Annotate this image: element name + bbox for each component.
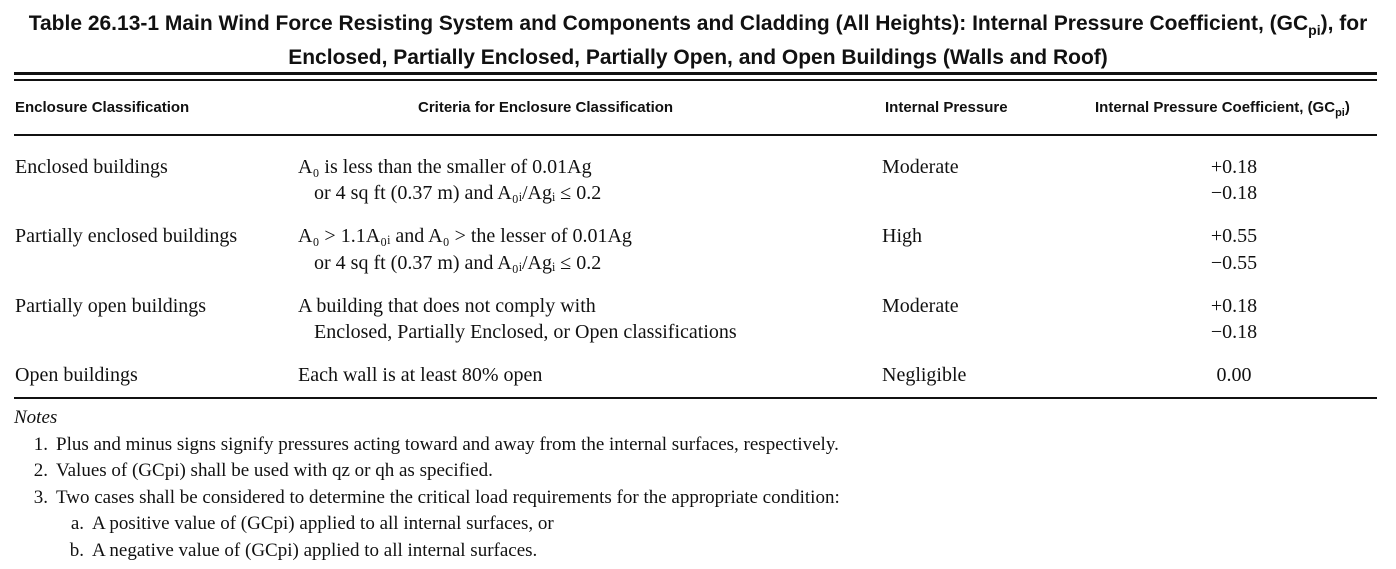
note-1: 1. Plus and minus signs signify pressures acting toward and away from the internal surfaces, respectively.	[33, 433, 839, 455]
row-2-criteria-2: or 4 sq ft (0.37 m) and A₀ᵢ/Agᵢ ≤ 0.2	[314, 252, 602, 274]
row-1-pressure: Moderate	[882, 156, 959, 178]
title-line-1: Table 26.13-1 Main Wind Force Resisting System and Components and Cladding (All Heights): Internal Pressure Coefficient, $(GC_{pi})$, for	[28, 12, 1368, 39]
header-pressure: Internal Pressure	[885, 99, 1008, 116]
row-3-criteria-1: A building that does not comply with	[298, 295, 596, 317]
header-rule	[14, 134, 1377, 136]
row-4-criteria-1: Each wall is at least 80% open	[298, 364, 543, 386]
row-4-classification: Open buildings	[15, 364, 138, 386]
row-2-coef-2: −0.55	[1210, 252, 1258, 274]
header-classification: Enclosure Classification	[15, 99, 190, 116]
notes-heading: Notes	[14, 407, 58, 428]
row-3-classification: Partially open buildings	[15, 295, 207, 317]
note-3: 3. Two cases shall be considered to determine the critical load requirements for the appropriate condition:	[33, 486, 840, 508]
row-3-criteria-2: Enclosed, Partially Enclosed, or Open classifications	[314, 321, 737, 343]
table-title	[0, 10, 1396, 71]
row-3-coef-1: +0.18	[1210, 295, 1258, 317]
row-1-criteria-1: A₀ is less than the smaller of 0.01Ag	[298, 156, 592, 178]
row-3-coef-2: −0.18	[1210, 321, 1258, 343]
title-line-2: Enclosed, Partially Enclosed, Partially Open, and Open Buildings (Walls and Roof)	[288, 46, 1108, 70]
note-2: 2. Values of (GCpi) shall be used with qz or qh as specified.	[33, 460, 493, 481]
row-2-criteria-1: A₀ > 1.1A₀ᵢ and A₀ > the lesser of 0.01Ag	[298, 225, 632, 247]
row-1-coef-2: −0.18	[1210, 182, 1258, 204]
row-1-classification: Enclosed buildings	[15, 156, 168, 178]
bottom-rule	[14, 397, 1377, 399]
top-double-rule-2	[14, 79, 1377, 81]
note-3b: b. A negative value of (GCpi) applied to all internal surfaces.	[69, 539, 538, 561]
notes-section	[14, 405, 840, 564]
row-4-coef-1: 0.00	[1216, 364, 1252, 386]
row-2-classification: Partially enclosed buildings	[15, 225, 238, 247]
row-2-coef-1: +0.55	[1210, 225, 1258, 247]
row-4-pressure: Negligible	[882, 364, 967, 386]
header-coefficient: Internal Pressure Coefficient, $(GC_{pi})$	[1095, 99, 1350, 119]
header-criteria: Criteria for Enclosure Classification	[418, 99, 674, 116]
row-2-pressure: High	[882, 225, 922, 247]
row-1-coef-1: +0.18	[1210, 156, 1258, 178]
row-3-pressure: Moderate	[882, 295, 959, 317]
top-double-rule-1	[14, 72, 1377, 75]
note-3a: a. A positive value of (GCpi) applied to all internal surfaces, or	[70, 513, 554, 534]
row-1-criteria-2: or 4 sq ft (0.37 m) and A₀ᵢ/Agᵢ ≤ 0.2	[314, 182, 602, 204]
